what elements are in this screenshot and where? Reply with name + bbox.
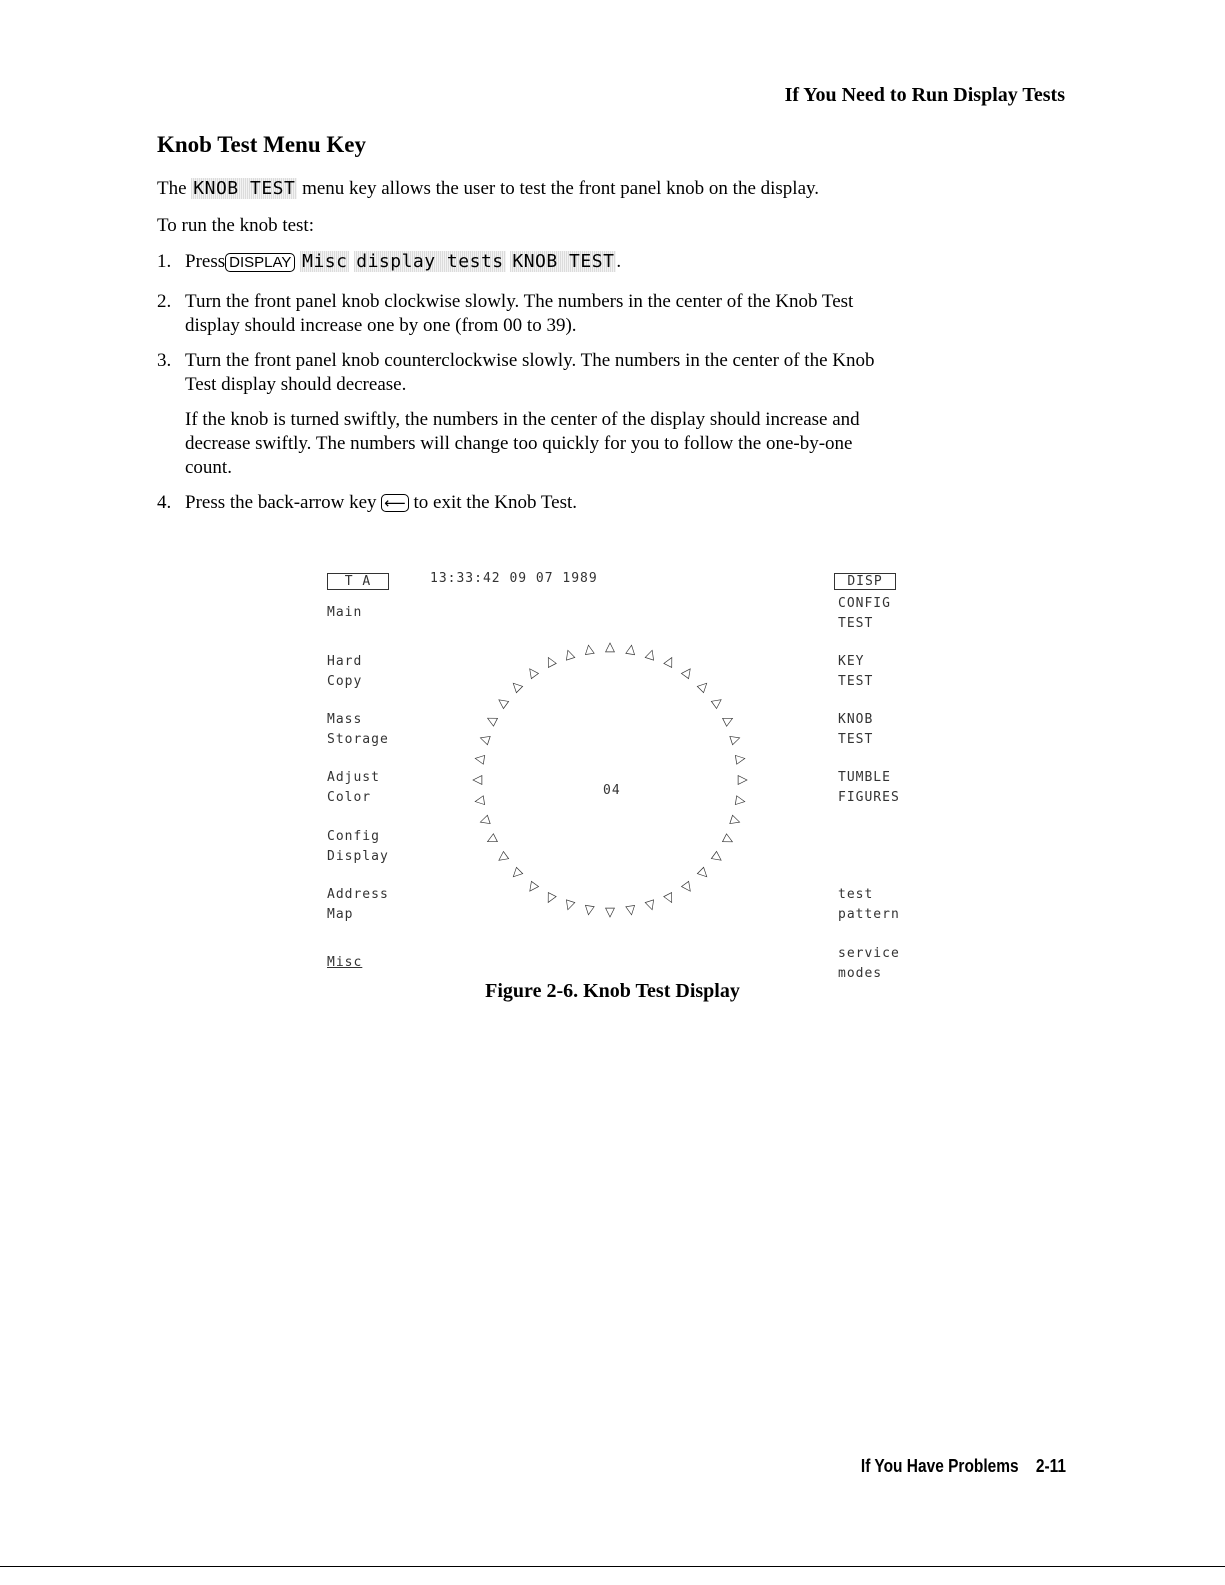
knob-position-triangle: ▽ xyxy=(719,711,738,728)
display-tests-softkey: display tests xyxy=(356,251,504,272)
knob-position-triangle: ▽ xyxy=(523,878,541,897)
knob-position-triangle: ▽ xyxy=(727,813,745,829)
step-line: Test display should decrease. xyxy=(185,374,407,395)
intro-suffix: menu key allows the user to test the front panel knob on the display. xyxy=(302,178,820,199)
knob-position-triangle: ▽ xyxy=(482,832,501,849)
lead-in: To run the knob test: xyxy=(157,215,314,236)
knob-position-triangle: ▽ xyxy=(662,652,679,671)
knob-position-triangle: ▽ xyxy=(605,905,615,920)
section-title: Knob Test Menu Key xyxy=(157,132,366,157)
knob-position-triangle: ▽ xyxy=(541,652,558,671)
menu-line: CONFIG xyxy=(838,596,891,611)
page-footer xyxy=(803,1456,1066,1477)
step-suffix: to exit the Knob Test. xyxy=(413,492,578,513)
knob-position-triangle: ▽ xyxy=(482,711,501,728)
note-line: decrease swiftly. The numbers will change too quickly for you to follow the one-by-one xyxy=(185,433,853,454)
menu-line: Adjust xyxy=(327,770,380,785)
menu-line: TEST xyxy=(838,616,874,631)
knob-position-triangle: ▽ xyxy=(643,645,659,663)
menu-line: Color xyxy=(327,790,372,805)
knob-position-triangle: ▽ xyxy=(694,864,713,883)
knob-position-triangle: ▽ xyxy=(624,640,637,658)
knob-position-triangle: ▽ xyxy=(708,849,727,867)
menu-line: Storage xyxy=(327,732,389,747)
misc-softkey: Misc xyxy=(302,251,348,272)
step-prefix: Press the back-arrow key xyxy=(185,492,377,513)
left-menu-misc: Misc xyxy=(327,955,363,970)
note-line: count. xyxy=(185,457,232,478)
left-menu-hard-copy xyxy=(327,652,362,692)
intro-paragraph xyxy=(157,177,819,201)
step-prefix: Press xyxy=(185,251,226,272)
menu-line: Mass xyxy=(327,712,363,727)
menu-line: TEST xyxy=(838,732,874,747)
menu-line: Map xyxy=(327,907,354,922)
timestamp: 13:33:42 09 07 1989 xyxy=(430,571,598,586)
knob-center-value: 04 xyxy=(603,783,621,798)
knob-position-triangle: ▽ xyxy=(561,645,577,663)
footer-chapter: If You Have Problems xyxy=(860,1456,1019,1476)
knob-position-triangle: ▽ xyxy=(732,794,750,807)
knob-position-triangle: ▽ xyxy=(507,677,526,696)
note-text xyxy=(185,408,860,480)
menu-line: KEY xyxy=(838,654,865,669)
knob-position-triangle: ▽ xyxy=(470,753,488,766)
menu-line: Copy xyxy=(327,674,363,689)
knob-position-triangle: ▽ xyxy=(719,832,738,849)
step-text xyxy=(185,250,621,275)
knob-position-triangle: ▽ xyxy=(735,775,750,785)
step-number: 3. xyxy=(157,350,172,371)
knob-position-triangle: ▽ xyxy=(541,889,558,908)
knob-position-triangle: ▽ xyxy=(523,663,541,682)
menu-line: modes xyxy=(838,966,883,981)
left-menu-address-map xyxy=(327,885,389,925)
right-menu-test-pattern xyxy=(838,885,900,925)
left-menu-adjust-color xyxy=(327,768,380,808)
running-head: If You Need to Run Display Tests xyxy=(784,84,1065,106)
knob-position-triangle: ▽ xyxy=(643,897,659,915)
knob-test-softkey: KNOB TEST xyxy=(193,178,296,199)
knob-position-triangle: ▽ xyxy=(583,640,596,658)
step-suffix: . xyxy=(616,251,622,272)
left-menu-config-display xyxy=(327,827,389,867)
menu-line: service xyxy=(838,946,900,961)
knob-position-triangle: ▽ xyxy=(583,902,596,920)
knob-position-triangle: ▽ xyxy=(561,897,577,915)
left-menu-mass-storage xyxy=(327,710,389,750)
knob-position-triangle: ▽ xyxy=(470,775,485,785)
right-menu-tumble-figures xyxy=(838,768,900,808)
right-menu-config-test xyxy=(838,594,891,634)
menu-line: KNOB xyxy=(838,712,874,727)
knob-position-triangle: ▽ xyxy=(493,693,512,711)
step-line: Turn the front panel knob counterclockwise slowly. The numbers in the center of the Knob xyxy=(185,350,875,371)
knob-position-triangle: ▽ xyxy=(662,889,679,908)
knob-position-triangle: ▽ xyxy=(708,693,727,711)
menu-line: TEST xyxy=(838,674,874,689)
back-arrow-key-icon: ⟵ xyxy=(381,494,409,512)
knob-position-triangle: ▽ xyxy=(732,753,750,766)
step-number: 4. xyxy=(157,492,172,513)
step-text xyxy=(185,491,577,515)
intro-prefix: The xyxy=(157,178,187,199)
status-box: T A xyxy=(327,573,389,590)
step-text xyxy=(185,349,874,397)
menu-line: test xyxy=(838,887,874,902)
step-line: Turn the front panel knob clockwise slowly. The numbers in the center of the Knob Test xyxy=(185,291,854,312)
mode-box: DISP xyxy=(834,573,896,590)
menu-line: TUMBLE xyxy=(838,770,891,785)
knob-position-triangle: ▽ xyxy=(475,731,493,747)
step-number: 2. xyxy=(157,291,172,312)
display-hardkey: DISPLAY xyxy=(225,253,295,272)
menu-line: Config xyxy=(327,829,380,844)
step-number: 1. xyxy=(157,251,172,272)
knob-position-triangle: ▽ xyxy=(679,878,697,897)
note-line: If the knob is turned swiftly, the numbers in the center of the display should increase and xyxy=(185,409,860,430)
footer-page-number: 2-11 xyxy=(1035,1456,1066,1476)
bottom-rule xyxy=(0,1566,1225,1567)
knob-position-triangle: ▽ xyxy=(727,731,745,747)
knob-position-triangle: ▽ xyxy=(507,864,526,883)
menu-line: FIGURES xyxy=(838,790,900,805)
menu-line: Address xyxy=(327,887,389,902)
knob-position-triangle: ▽ xyxy=(679,663,697,682)
step-line: display should increase one by one (from 00 to 39). xyxy=(185,315,577,336)
knob-position-triangle: ▽ xyxy=(605,640,615,655)
right-menu-knob-test xyxy=(838,710,873,750)
knob-position-triangle: ▽ xyxy=(475,813,493,829)
knob-position-triangle: ▽ xyxy=(624,902,637,920)
left-menu-main: Main xyxy=(327,605,363,620)
menu-line: Hard xyxy=(327,654,363,669)
right-menu-key-test xyxy=(838,652,873,692)
step-text xyxy=(185,290,853,338)
knob-position-triangle: ▽ xyxy=(493,849,512,867)
menu-line: Display xyxy=(327,849,389,864)
knob-position-triangle: ▽ xyxy=(694,677,713,696)
knob-position-triangle: ▽ xyxy=(470,794,488,807)
menu-line: pattern xyxy=(838,907,900,922)
right-menu-service-modes xyxy=(838,944,900,984)
knob-test-softkey: KNOB TEST xyxy=(512,251,615,272)
figure-caption: Figure 2-6. Knob Test Display xyxy=(485,980,740,1002)
